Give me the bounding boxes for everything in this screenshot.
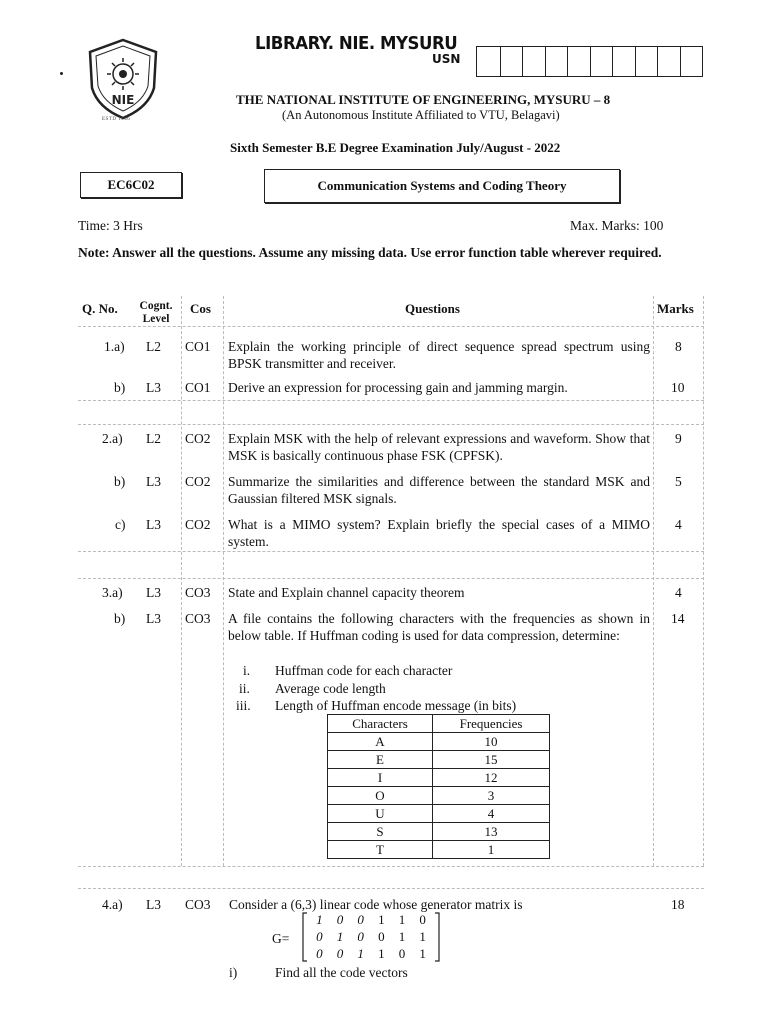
matrix-grid — [309, 911, 433, 962]
subitem-number: i) — [229, 965, 238, 980]
institute-logo — [86, 38, 160, 120]
character-cell: O — [328, 787, 433, 805]
exam-title: Sixth Semester B.E Degree Examination July/August - 2022 — [230, 140, 561, 155]
question-level: L2 — [146, 431, 161, 446]
question-co: CO3 — [185, 585, 211, 600]
matrix-entry: 0 — [398, 946, 406, 961]
row-divider — [78, 400, 704, 401]
table-row — [328, 841, 550, 859]
generator-matrix — [301, 911, 441, 963]
matrix-entry: 0 — [316, 929, 323, 944]
question-text: Derive an expression for processing gain and jamming margin. — [228, 380, 568, 395]
header-characters: Characters — [328, 715, 433, 733]
table-row — [328, 787, 550, 805]
subitem-number: i. — [243, 663, 251, 678]
matrix-entry: 0 — [419, 912, 426, 927]
header-questions: Questions — [405, 301, 460, 316]
subitem-number: ii. — [239, 681, 250, 696]
header-cognt-level — [137, 300, 175, 326]
logo-estd: ESTD 1946 — [102, 117, 131, 122]
character-cell: E — [328, 751, 433, 769]
question-number: 1.a) — [104, 339, 125, 354]
table-row — [328, 823, 550, 841]
column-divider — [223, 296, 224, 866]
column-divider — [653, 296, 654, 866]
question-level: L3 — [146, 585, 161, 600]
row-divider — [78, 326, 704, 327]
subject-box — [264, 169, 620, 203]
library-stamp: LIBRARY. NIE. MYSURU — [255, 33, 458, 54]
matrix-entry: 1 — [419, 929, 426, 944]
institute-affiliation: (An Autonomous Institute Affiliated to VTU, Belagavi) — [282, 108, 560, 122]
usn-cell[interactable] — [612, 47, 635, 76]
question-text: Summarize the similarities and difference between the standard MSK and Gaussian filtered MSK signals. — [228, 474, 650, 506]
question-co: CO1 — [185, 380, 211, 395]
question-number: b) — [114, 611, 126, 626]
character-cell: I — [328, 769, 433, 787]
question-marks: 4 — [675, 585, 682, 600]
matrix-entry: 0 — [378, 929, 385, 944]
subitem-text: Length of Huffman encode message (in bits) — [275, 698, 517, 713]
frequency-cell: 1 — [433, 841, 550, 859]
question-level: L3 — [146, 380, 161, 395]
subitem-number: iii. — [236, 698, 251, 713]
course-code: EC6C02 — [107, 177, 155, 192]
question-co: CO2 — [185, 431, 211, 446]
character-cell: T — [328, 841, 433, 859]
matrix-entry: 1 — [357, 946, 364, 961]
matrix-entry: 1 — [398, 912, 406, 927]
question-level: L3 — [146, 517, 161, 532]
frequency-cell: 4 — [433, 805, 550, 823]
scan-dot — [60, 72, 63, 75]
header-level: Level — [142, 313, 170, 325]
header-marks: Marks — [657, 301, 694, 316]
character-cell: S — [328, 823, 433, 841]
usn-cell[interactable] — [500, 47, 523, 76]
usn-cell[interactable] — [657, 47, 680, 76]
question-number: b) — [114, 474, 126, 489]
matrix-entry: 1 — [419, 946, 426, 961]
question-number: 2.a) — [102, 431, 123, 446]
matrix-entry: 1 — [378, 912, 385, 927]
header-cognt: Cognt. — [139, 300, 173, 312]
question-marks: 5 — [675, 474, 682, 489]
row-divider — [78, 866, 704, 867]
subitem-text: Huffman code for each character — [275, 663, 453, 678]
matrix-entry: 1 — [316, 912, 323, 927]
question-marks: 18 — [671, 897, 685, 912]
matrix-entry: 0 — [316, 946, 323, 961]
question-level: L3 — [146, 897, 161, 912]
question-number: b) — [114, 380, 126, 395]
usn-cell[interactable] — [545, 47, 568, 76]
question-level: L2 — [146, 339, 161, 354]
matrix-label: G= — [272, 931, 290, 946]
matrix-entry: 1 — [336, 929, 344, 944]
usn-cell[interactable] — [522, 47, 545, 76]
matrix-entry: 1 — [398, 929, 406, 944]
question-number: c) — [115, 517, 126, 532]
frequency-cell: 15 — [433, 751, 550, 769]
row-divider — [78, 578, 704, 579]
question-co: CO3 — [185, 611, 211, 626]
question-marks: 8 — [675, 339, 682, 354]
frequency-cell: 13 — [433, 823, 550, 841]
subitem-text: Find all the code vectors — [275, 965, 408, 980]
matrix-entry: 0 — [336, 946, 344, 961]
question-level: L3 — [146, 611, 161, 626]
usn-cell[interactable] — [590, 47, 613, 76]
question-text: A file contains the following characters with the frequencies as shown in below table. If Huffman coding is used for data compression, determine: — [228, 611, 650, 643]
matrix-entry: 0 — [357, 929, 364, 944]
subitem-text: Average code length — [275, 681, 386, 696]
row-divider — [78, 424, 704, 425]
matrix-entry: 1 — [378, 946, 385, 961]
table-row — [328, 751, 550, 769]
usn-cell[interactable] — [635, 47, 658, 76]
question-marks: 10 — [671, 380, 685, 395]
question-level: L3 — [146, 474, 161, 489]
frequency-cell: 12 — [433, 769, 550, 787]
course-code-box — [80, 172, 182, 198]
question-text: Explain the working principle of direct sequence spread spectrum using BPSK transmitter and receiver. — [228, 339, 650, 371]
row-divider — [78, 551, 704, 552]
question-co: CO2 — [185, 474, 211, 489]
question-marks: 9 — [675, 431, 682, 446]
column-divider — [181, 296, 182, 866]
header-cos: Cos — [190, 301, 211, 316]
usn-boxes[interactable] — [476, 46, 703, 77]
character-cell: A — [328, 733, 433, 751]
question-marks: 14 — [671, 611, 685, 626]
usn-label: USN — [432, 52, 461, 66]
question-marks: 4 — [675, 517, 682, 532]
svg-text:NIE: NIE — [111, 93, 135, 107]
question-text: Consider a (6,3) linear code whose generator matrix is — [229, 897, 523, 912]
character-cell: U — [328, 805, 433, 823]
max-marks: Max. Marks: 100 — [570, 218, 664, 233]
question-co: CO2 — [185, 517, 211, 532]
row-divider — [78, 888, 704, 889]
question-co: CO3 — [185, 897, 211, 912]
usn-cell[interactable] — [477, 47, 500, 76]
frequency-table — [327, 714, 550, 859]
table-row — [328, 769, 550, 787]
column-divider — [703, 296, 704, 866]
question-text: What is a MIMO system? Explain briefly the special cases of a MIMO system. — [228, 517, 650, 549]
institute-name: THE NATIONAL INSTITUTE OF ENGINEERING, MYSURU – 8 — [236, 92, 611, 107]
frequency-cell: 3 — [433, 787, 550, 805]
frequency-table-header — [328, 715, 550, 733]
matrix-entry: 0 — [336, 912, 344, 927]
header-qno: Q. No. — [82, 301, 118, 316]
question-number: 3.a) — [102, 585, 123, 600]
table-row — [328, 733, 550, 751]
exam-note: Note: Answer all the questions. Assume any missing data. Use error function table wherever required. — [78, 245, 662, 260]
question-number: 4.a) — [102, 897, 123, 912]
matrix-entry: 0 — [357, 912, 364, 927]
question-co: CO1 — [185, 339, 211, 354]
usn-cell[interactable] — [680, 47, 703, 76]
frequency-cell: 10 — [433, 733, 550, 751]
question-text: Explain MSK with the help of relevant expressions and waveform. Show that MSK is basically continuous phase FSK (CPFSK). — [228, 431, 650, 463]
question-text: State and Explain channel capacity theorem — [228, 585, 465, 600]
table-row — [328, 805, 550, 823]
usn-cell[interactable] — [567, 47, 590, 76]
subject-title: Communication Systems and Coding Theory — [317, 178, 567, 193]
exam-time: Time: 3 Hrs — [78, 218, 143, 233]
header-frequencies: Frequencies — [433, 715, 550, 733]
